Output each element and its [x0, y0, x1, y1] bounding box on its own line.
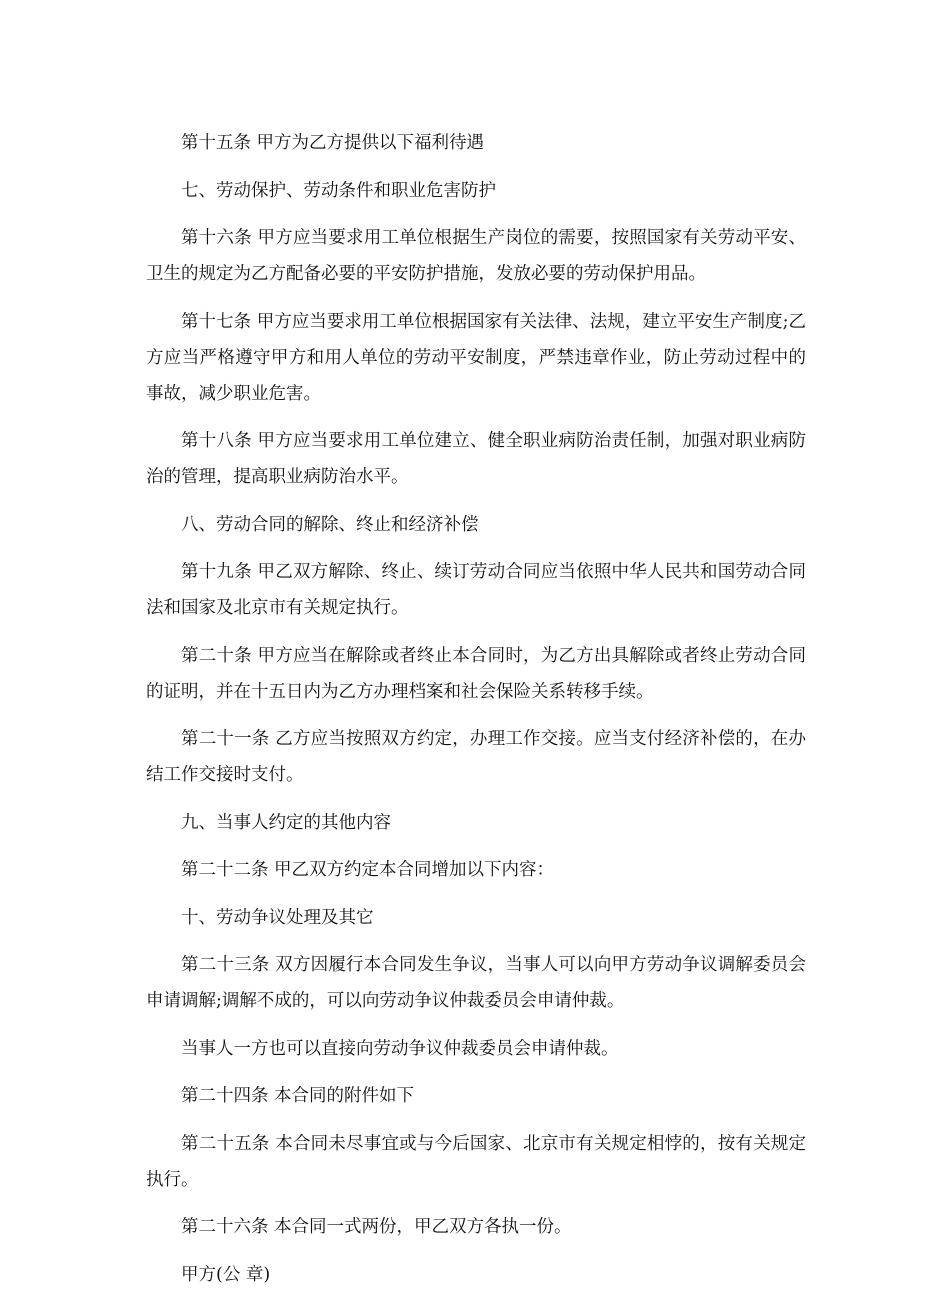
document-body: [146, 125, 806, 1304]
clause-24: 第二十四条 本合同的附件如下: [181, 1086, 415, 1106]
clause-21: 第二十一条 乙方应当按照双方约定，办理工作交接。应当支付经济补偿的，在办结工作交接时支付。: [146, 729, 806, 785]
clause-17: 第十七条 甲方应当要求用工单位根据国家有关法律、法规，建立平安生产制度;乙方应当严格遵守甲方和用人单位的劳动平安制度，严禁违章作业，防止劳动过程中的事故，减少职业危害。: [146, 311, 806, 404]
section-heading-7: 七、劳动保护、劳动条件和职业危害防护: [181, 180, 496, 201]
section-heading-9: 九、当事人约定的其他内容: [181, 812, 391, 833]
section-heading-10: 十、劳动争议处理及其它: [181, 907, 374, 928]
clause-26: 第二十六条 本合同一式两份，甲乙双方各执一份。: [181, 1217, 572, 1237]
clause-20: 第二十条 甲方应当在解除或者终止本合同时，为乙方出具解除或者终止劳动合同的证明，并在十五日内为乙方办理档案和社会保险关系转移手续。: [146, 645, 806, 702]
clause-25: 第二十五条 本合同未尽事宜或与今后国家、北京市有关规定相悖的，按有关规定执行。: [146, 1133, 806, 1190]
clause-16: 第十六条 甲方应当要求用工单位根据生产岗位的需要，按照国家有关劳动平安、卫生的规定为乙方配备必要的平安防护措施，发放必要的劳动保护用品。: [146, 228, 806, 284]
clause-23: 第二十三条 双方因履行本合同发生争议，当事人可以向甲方劳动争议调解委员会申请调解;调解不成的，可以向劳动争议仲裁委员会申请仲裁。: [146, 955, 806, 1011]
clause-22: 第二十二条 甲乙双方约定本合同增加以下内容：: [181, 860, 555, 880]
clause-18: 第十八条 甲方应当要求用工单位建立、健全职业病防治责任制，加强对职业病防治的管理，提高职业病防治水平。: [146, 431, 806, 487]
clause-15: 第十五条 甲方为乙方提供以下福利待遇: [181, 133, 485, 153]
section-heading-8: 八、劳动合同的解除、终止和经济补偿: [181, 514, 479, 535]
clause-19: 第十九条 甲乙双方解除、终止、续订劳动合同应当依照中华人民共和国劳动合同法和国家及北京市有关规定执行。: [146, 562, 806, 618]
party-a-seal-line: 甲方(公 章): [181, 1264, 271, 1285]
clause-23-continued: 当事人一方也可以直接向劳动争议仲裁委员会申请仲裁。: [181, 1038, 619, 1059]
